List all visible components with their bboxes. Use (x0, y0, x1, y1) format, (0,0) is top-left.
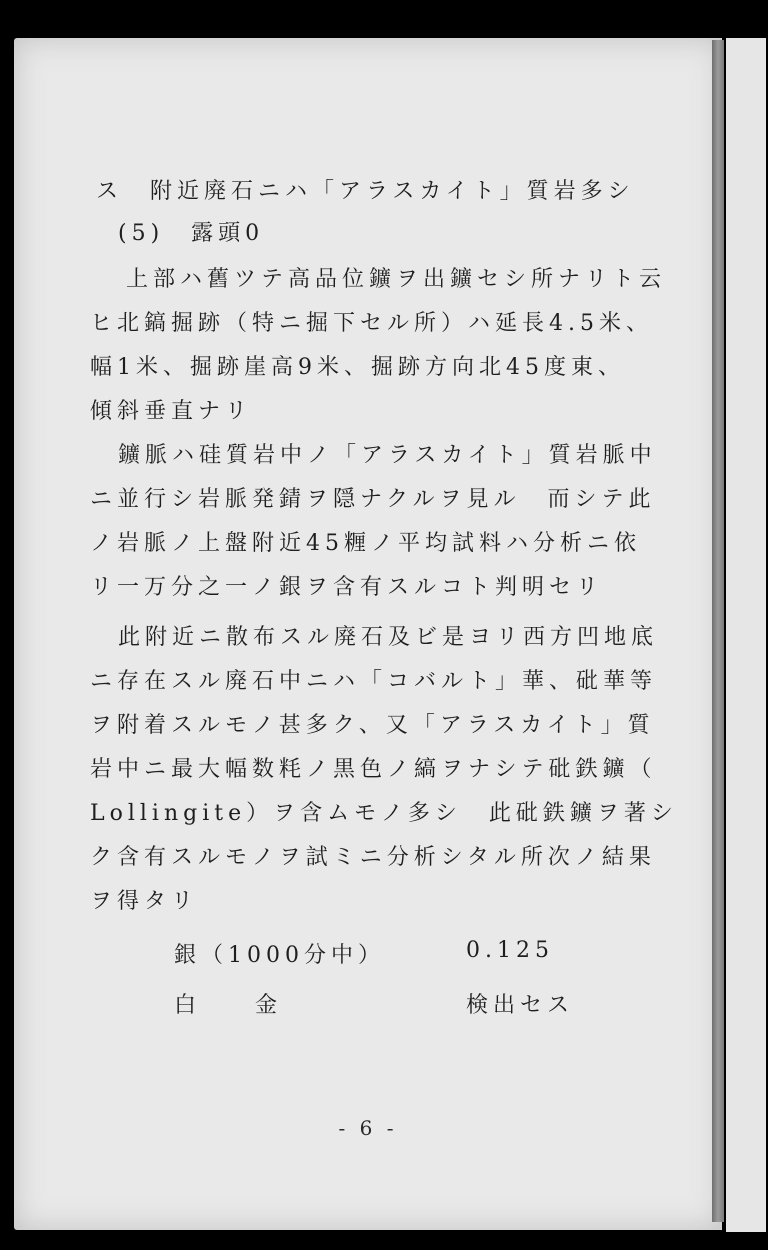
text-line-9: ノ岩脈ノ上盤附近45糎ノ平均試料ハ分析ニ依 (90, 531, 641, 556)
assay-value-silver: 0.125 (466, 938, 554, 963)
page-text-block (14, 38, 722, 1230)
text-line-14: 岩中ニ最大幅数粍ノ黒色ノ縞ヲナシテ砒鉄鑛（ (90, 757, 657, 782)
text-line-7: 鑛脈ハ硅質岩中ノ「アラスカイト」質岩脈中 (118, 443, 657, 468)
text-line-6: 傾斜垂直ナリ (90, 399, 253, 424)
next-page-strip (726, 38, 766, 1232)
text-line-13: ヲ附着スルモノ甚多ク、又「アラスカイト」質 (90, 713, 655, 738)
paper-page (14, 38, 722, 1230)
assay-label-platinum: 白 金 (174, 993, 283, 1018)
section-heading: (5) 露頭0 (118, 221, 265, 246)
page-number: - 6 - (338, 1116, 398, 1140)
text-line-1: ス 附近廃石ニハ「アラスカイト」質岩多シ (96, 179, 635, 204)
page-edge-shadow (712, 40, 724, 1222)
text-line-8: ニ並行シ岩脈発錆ヲ隠ナクルヲ見ル 而シテ此 (90, 487, 656, 512)
text-line-15: Lollingite）ヲ含ムモノ多シ 此砒鉄鑛ヲ著シ (90, 801, 678, 826)
text-line-11: 此附近ニ散布スル廃石及ビ是ヨリ西方凹地底 (118, 625, 659, 650)
text-line-4: ヒ北鎬掘跡（特ニ掘下セル所）ハ延長4.5米、 (90, 311, 653, 336)
assay-label-silver: 銀（1000分中） (174, 943, 385, 968)
text-line-3: 上部ハ舊ツテ高品位鑛ヲ出鑛セシ所ナリト云 (126, 267, 667, 292)
text-line-5: 幅1米、掘跡崖高9米、掘跡方向北45度東、 (90, 355, 625, 380)
text-line-16: ク含有スルモノヲ試ミニ分析シタル所次ノ結果 (90, 845, 656, 870)
text-line-12: ニ存在スル廃石中ニハ「コバルト」華、砒華等 (90, 669, 658, 694)
text-line-10: リ一万分之一ノ銀ヲ含有スルコト判明セリ (90, 575, 604, 600)
assay-value-platinum: 検出セス (466, 993, 575, 1018)
text-line-17: ヲ得タリ (90, 889, 199, 914)
